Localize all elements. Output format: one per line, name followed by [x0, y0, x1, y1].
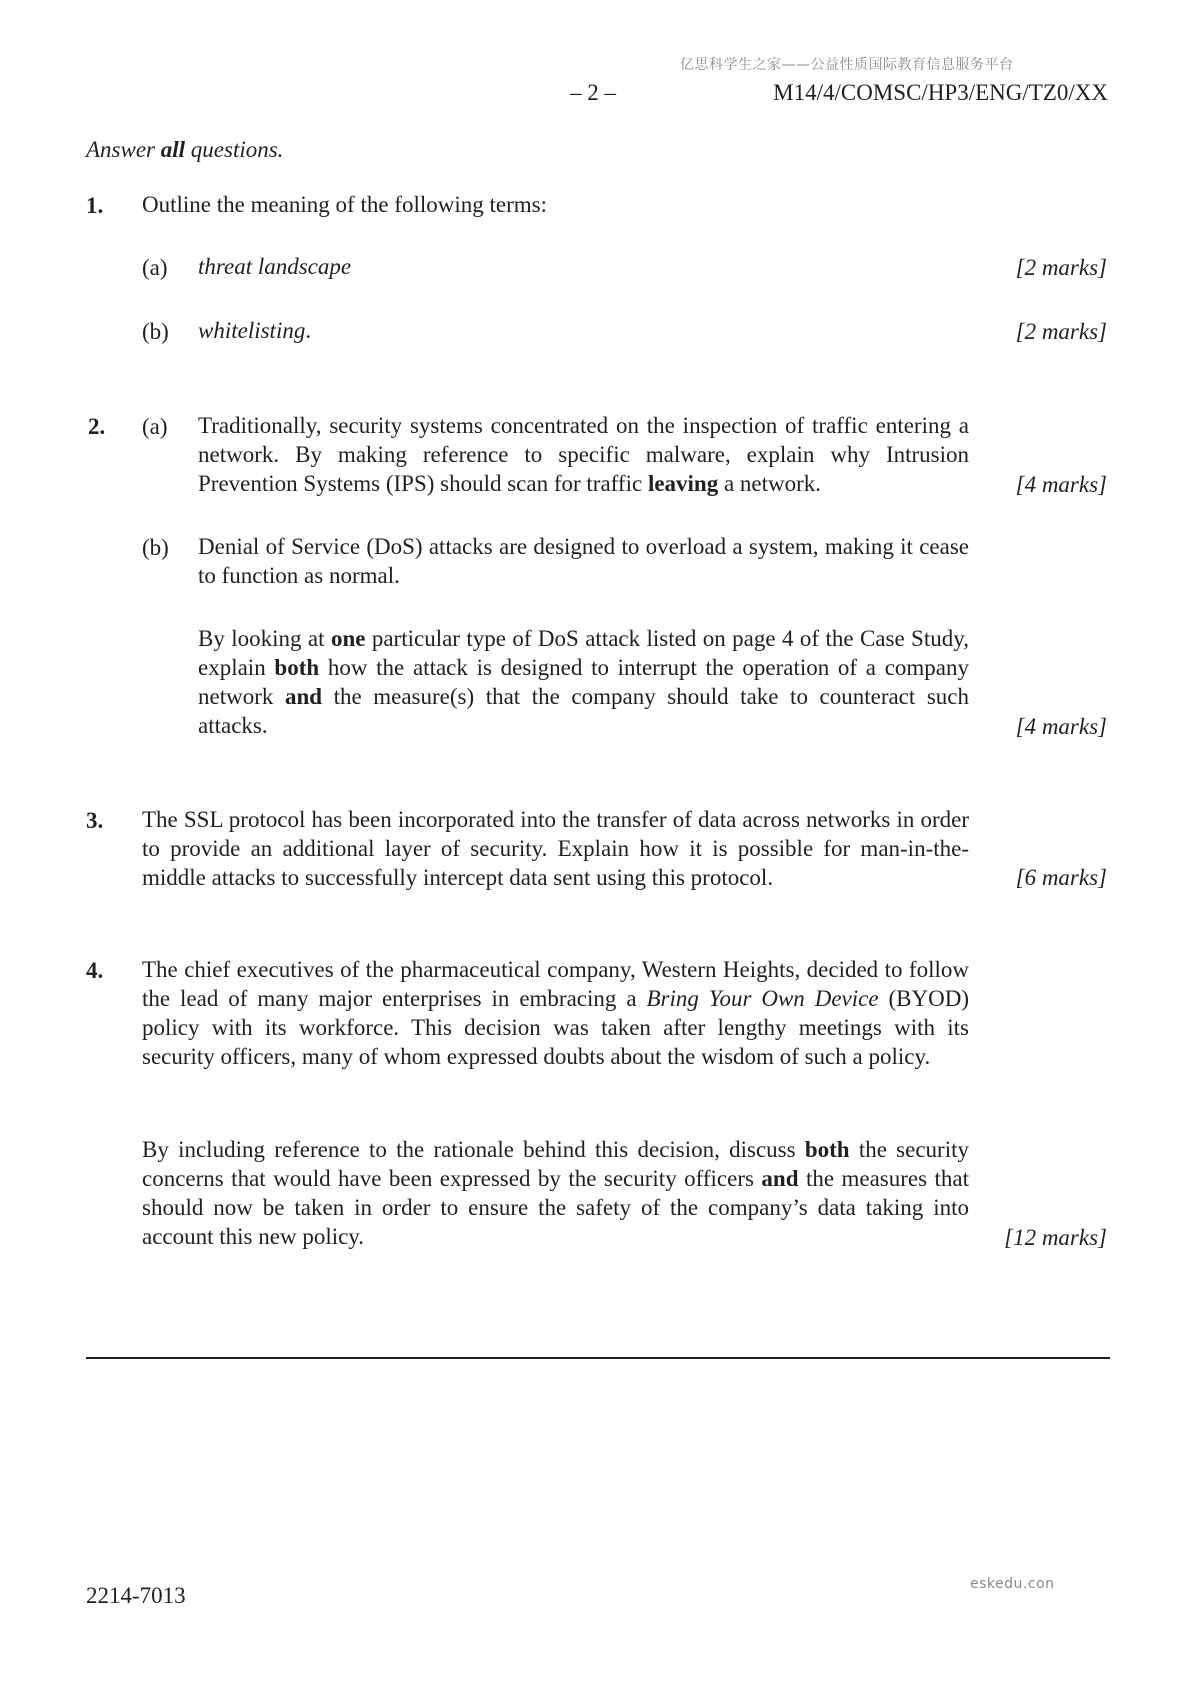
q2b-label: (b)	[142, 535, 169, 560]
q3-text: The SSL protocol has been incorporated into the transfer of data across networks in order to provide an additional layer of security. Explain how it is possible for man-in-the-middle attacks to successfully intercept data sent using this protocol.	[142, 807, 969, 890]
q1b-text: whitelisting.	[198, 318, 312, 343]
q4-number: 4.	[86, 958, 104, 983]
instruction: Answer all questions.	[86, 137, 284, 162]
footer-code: 2214-7013	[86, 1583, 186, 1608]
q1-number: 1.	[86, 193, 104, 218]
q3-marks: [6 marks]	[1015, 865, 1107, 890]
q1-stem: Outline the meaning of the following terms:	[142, 192, 547, 217]
q2a-label: (a)	[142, 414, 168, 439]
q1b-label: (b)	[142, 319, 169, 344]
q2a-marks: [4 marks]	[1015, 472, 1107, 497]
header-watermark: 亿思科学生之家——公益性质国际教育信息服务平台	[680, 57, 1014, 73]
q2a-text: Traditionally, security systems concentrated on the inspection of traffic entering a network. By making reference to specific malware, explain why Intrusion Prevention Systems (IPS) should scan for traffic leaving a network.	[198, 413, 969, 496]
q2-number: 2.	[88, 414, 106, 439]
q1b-marks: [2 marks]	[1015, 319, 1107, 344]
q1a-label: (a)	[142, 255, 168, 280]
q2b-intro: Denial of Service (DoS) attacks are designed to overload a system, making it cease to function as normal.	[198, 534, 969, 588]
q1a-marks: [2 marks]	[1015, 255, 1107, 280]
end-rule	[86, 1357, 1110, 1359]
q4-task: By including reference to the rationale behind this decision, discuss both the security concerns that would have been expressed by the security officers and the measures that should now be taken in order to ensure the safety of the company’s data taking into account this new policy.	[142, 1137, 969, 1249]
q2b-marks: [4 marks]	[1015, 714, 1107, 739]
footer-watermark: eskedu.con	[970, 1576, 1055, 1592]
page-number: – 2 –	[570, 80, 616, 105]
q1a-text: threat landscape	[198, 254, 352, 279]
q4-context: The chief executives of the pharmaceutical company, Western Heights, decided to follow the lead of many major enterprises in embracing a Bring Your Own Device (BYOD) policy with its workforce. This decision was taken after lengthy meetings with its security officers, many of whom expressed doubts about the wisdom of such a policy.	[142, 957, 969, 1069]
paper-code: M14/4/COMSC/HP3/ENG/TZ0/XX	[773, 80, 1108, 105]
q2b-task: By looking at one particular type of DoS attack listed on page 4 of the Case Study, explain both how the attack is designed to interrupt the operation of a company network and the measure(s) that the company should take to counteract such attacks.	[198, 626, 970, 738]
q3-number: 3.	[86, 808, 104, 833]
q4-marks: [12 marks]	[1004, 1225, 1107, 1250]
